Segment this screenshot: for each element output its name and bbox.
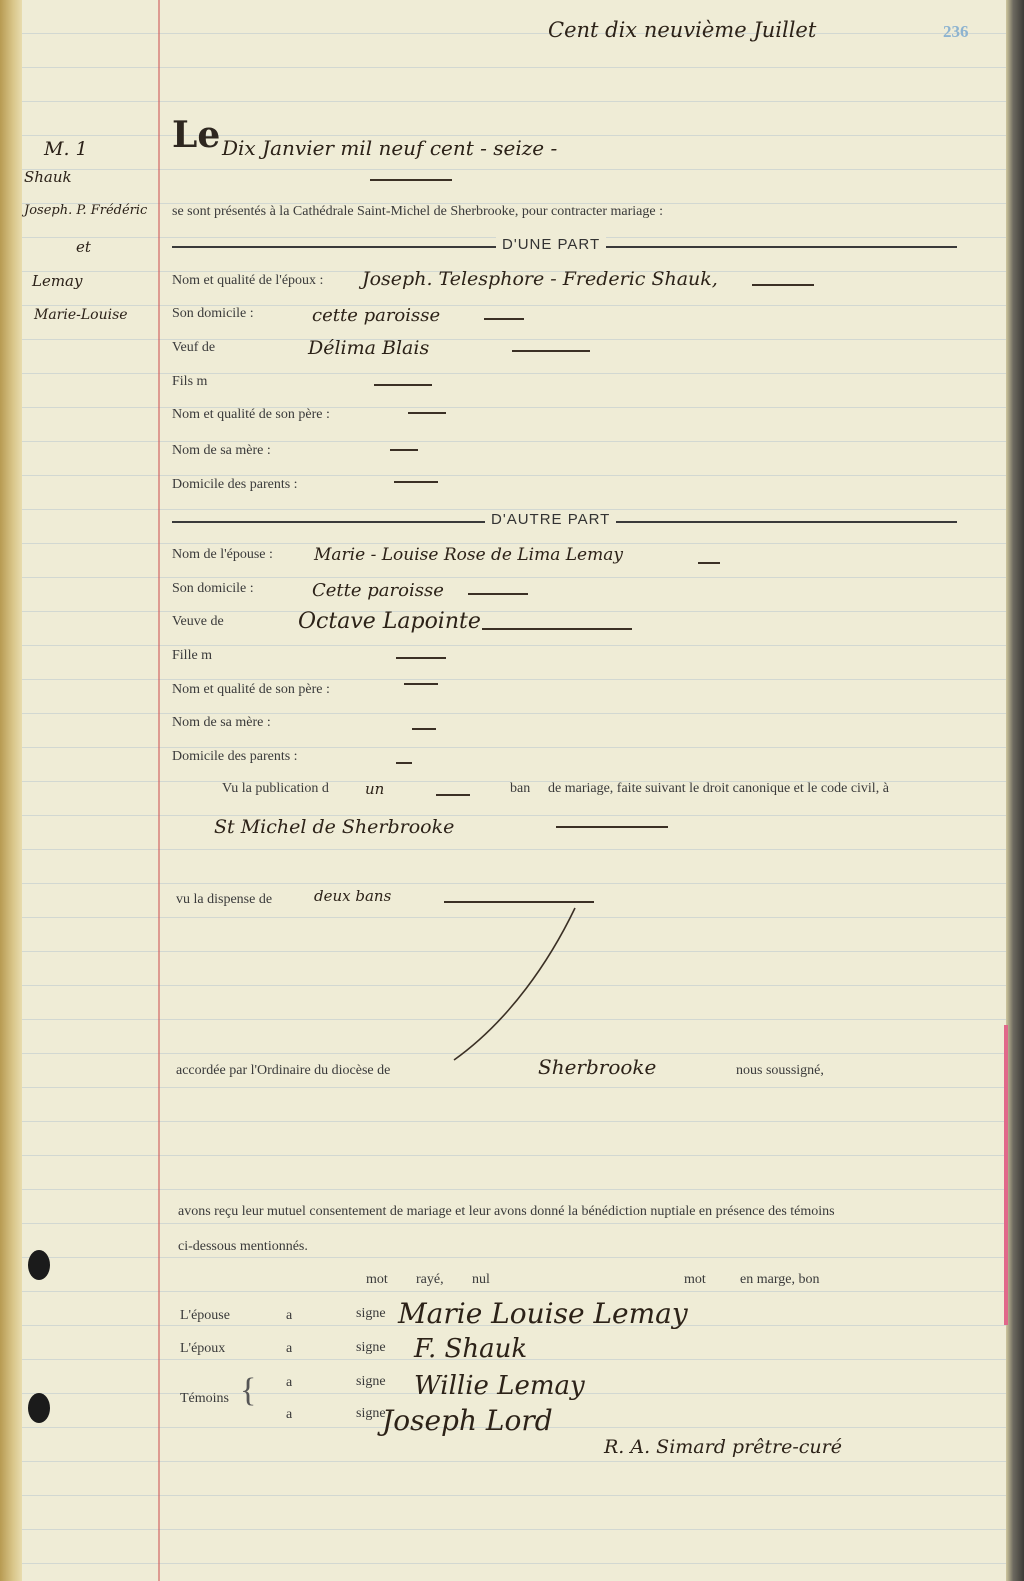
epoux-signature: F. Shauk — [414, 1334, 528, 1364]
groom-father-label: Nom et qualité de son père : — [172, 407, 330, 422]
groom-mother-dash — [390, 449, 418, 451]
binder-hole-top — [28, 1250, 50, 1280]
veuf-label: Veuf de — [172, 340, 216, 355]
veuve-dash — [482, 628, 632, 630]
epouse-sign-label: L'épouse — [180, 1308, 230, 1323]
bookmark-strip — [1004, 1025, 1008, 1325]
margin-et: et — [76, 238, 91, 256]
handwritten-heading: Cent dix neuvième Juillet — [548, 18, 817, 42]
groom-domicile-label: Son domicile : — [172, 306, 254, 321]
page-number: 236 — [943, 22, 969, 41]
bride-mother-label: Nom de sa mère : — [172, 715, 271, 730]
presentes-text: se sont présentés à la Cathédrale Saint-Michel de Sherbrooke, pour contracter mariage : — [172, 204, 663, 219]
temoin2-signe: signe — [356, 1406, 386, 1421]
dispense-value: deux bans — [314, 887, 392, 905]
bride-parents-label: Domicile des parents : — [172, 749, 298, 764]
veuf-value: Délima Blais — [308, 337, 430, 359]
nul-label: nul — [472, 1272, 490, 1287]
diocese-value: Sherbrooke — [538, 1055, 657, 1079]
margin-groom-names: Joseph. P. Frédéric — [24, 203, 148, 218]
bride-father-label: Nom et qualité de son père : — [172, 682, 330, 697]
fils-dash — [374, 384, 432, 386]
fils-label: Fils m — [172, 374, 208, 389]
epouse-signe: signe — [356, 1306, 386, 1321]
margin-act-number: M. 1 — [44, 138, 88, 160]
epoux-dash — [752, 284, 814, 286]
temoins-label: Témoins — [180, 1391, 229, 1406]
accordee-text: accordée par l'Ordinaire du diocèse de — [176, 1063, 391, 1078]
blank-strike-line — [440, 900, 590, 1070]
fille-dash — [396, 657, 446, 659]
une-part-title: D'UNE PART — [496, 236, 606, 253]
dispense-label: vu la dispense de — [176, 892, 273, 907]
groom-domicile-dash — [484, 318, 524, 320]
mot-label: mot — [366, 1272, 388, 1287]
marriage-date: Dix Janvier mil neuf cent - seize - — [222, 136, 558, 160]
margin-groom-surname: Shauk — [24, 168, 72, 186]
bride-mother-dash — [412, 728, 436, 730]
temoin2-signature: Joseph Lord — [382, 1404, 553, 1437]
veuve-label: Veuve de — [172, 614, 224, 629]
veuf-dash — [512, 350, 590, 352]
autre-part-title: D'AUTRE PART — [485, 511, 616, 528]
publication-count: un — [365, 780, 385, 798]
temoin2-a: a — [286, 1407, 293, 1422]
fille-label: Fille m — [172, 648, 213, 663]
consent-line-1: avons reçu leur mutuel consentement de mariage et leur avons donné la bénédiction nuptiale en présence des témoins — [178, 1204, 835, 1219]
margin-rule — [158, 0, 160, 1581]
epouse-signature: Marie Louise Lemay — [398, 1297, 688, 1330]
bride-domicile-label: Son domicile : — [172, 581, 254, 596]
le-initial: Le — [172, 114, 221, 156]
publication-place: St Michel de Sherbrooke — [214, 816, 455, 838]
ban-label: ban — [510, 781, 531, 796]
bride-domicile-dash — [468, 593, 528, 595]
bride-father-dash — [404, 683, 438, 685]
temoins-brace: { — [240, 1372, 257, 1409]
page-edge — [1006, 0, 1024, 1581]
book-binding — [0, 0, 22, 1581]
epoux-label: Nom et qualité de l'époux : — [172, 273, 324, 288]
epoux-signe: signe — [356, 1340, 386, 1355]
consent-line-2: ci-dessous mentionnés. — [178, 1239, 308, 1254]
place-dash — [556, 826, 668, 828]
bride-domicile-value: Cette paroisse — [312, 580, 444, 601]
epoux-a: a — [286, 1341, 293, 1356]
epouse-dash — [698, 562, 720, 564]
raye-label: rayé, — [416, 1272, 444, 1287]
publication-dash — [436, 794, 470, 796]
groom-domicile-value: cette paroisse — [312, 305, 441, 326]
epoux-sign-label: L'époux — [180, 1341, 226, 1356]
epouse-label: Nom de l'épouse : — [172, 547, 273, 562]
groom-parents-label: Domicile des parents : — [172, 477, 298, 492]
publication-label: Vu la publication d — [222, 781, 329, 796]
marge-label: en marge, bon — [740, 1272, 820, 1287]
binder-hole-bottom — [28, 1393, 50, 1423]
faite-text: de mariage, faite suivant le droit canonique et le code civil, à — [548, 781, 889, 796]
priest-signature: R. A. Simard prêtre-curé — [604, 1436, 842, 1458]
mot2-label: mot — [684, 1272, 706, 1287]
soussigne-text: nous soussigné, — [736, 1063, 824, 1078]
bride-parents-dash — [396, 762, 412, 764]
epouse-value: Marie - Louise Rose de Lima Lemay — [314, 545, 623, 565]
margin-bride-surname: Lemay — [32, 272, 83, 290]
epouse-a: a — [286, 1308, 293, 1323]
groom-father-dash — [408, 412, 446, 414]
temoin1-signe: signe — [356, 1374, 386, 1389]
date-underline — [370, 179, 452, 181]
groom-mother-label: Nom de sa mère : — [172, 443, 271, 458]
temoin1-a: a — [286, 1375, 293, 1390]
groom-parents-dash — [394, 481, 438, 483]
margin-bride-names: Marie-Louise — [34, 307, 128, 323]
temoin1-signature: Willie Lemay — [414, 1371, 585, 1401]
epoux-value: Joseph. Telesphore - Frederic Shauk, — [362, 268, 718, 290]
veuve-value: Octave Lapointe — [298, 609, 481, 634]
